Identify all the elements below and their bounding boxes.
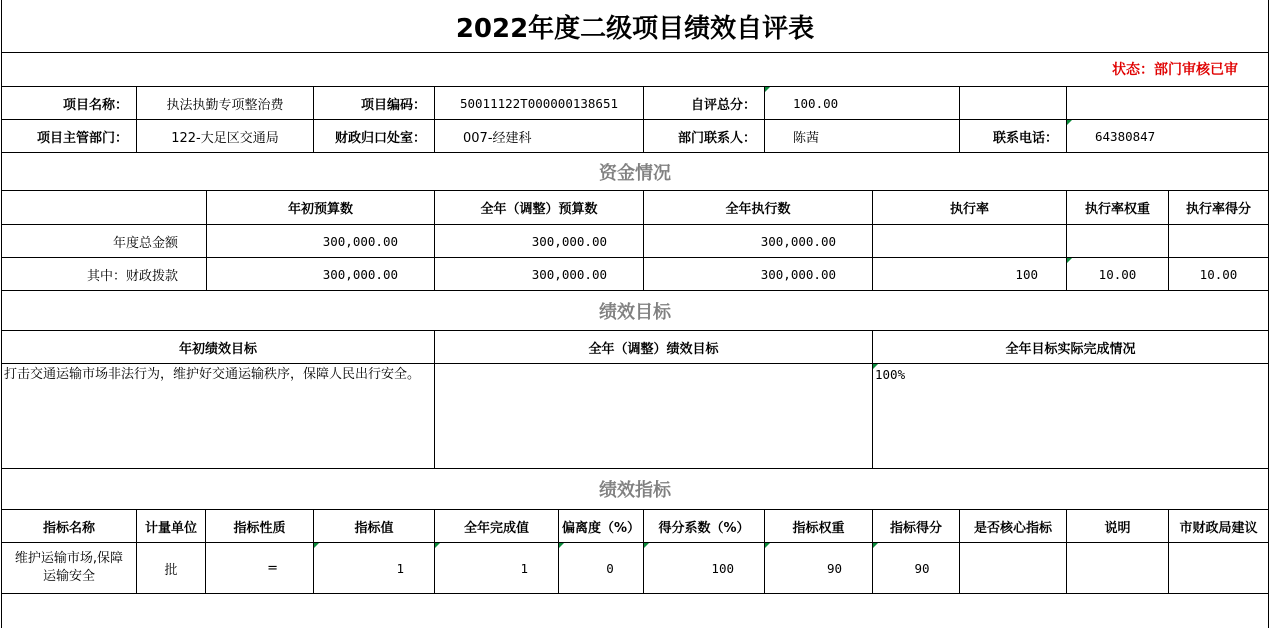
ind-header-unit: 计量单位: [144, 520, 197, 536]
goals-adjusted-text[interactable]: [435, 364, 872, 468]
funds-row-score[interactable]: [1169, 225, 1268, 257]
comment-marker-icon: [1067, 258, 1072, 263]
funds-row-weight[interactable]: [1067, 225, 1168, 257]
project-name-value[interactable]: 执法执勤专项整治费: [166, 97, 284, 113]
comment-marker-icon: [314, 543, 319, 548]
ind-row-coef[interactable]: 100: [711, 560, 734, 576]
project-code-label: 项目编码：: [360, 97, 426, 113]
ind-header-name: 指标名称: [42, 520, 95, 536]
ind-header-suggestion: 市财政局建议: [1179, 520, 1258, 536]
ind-row-core[interactable]: [960, 543, 1066, 593]
project-code-value[interactable]: 50011122T000000138651: [459, 95, 619, 111]
comment-marker-icon: [435, 543, 440, 548]
empty-cell[interactable]: [1067, 87, 1268, 119]
goals-header-adjusted: 全年（调整）绩效目标: [588, 341, 719, 357]
goals-header-actual: 全年目标实际完成情况: [1005, 341, 1136, 357]
funds-row-executed[interactable]: 300,000.00: [760, 233, 836, 249]
indicators-section-title: 绩效指标: [599, 480, 671, 501]
funds-header-adjusted: 全年（调整）预算数: [480, 202, 598, 217]
dept-value[interactable]: 122-大足区交通局: [171, 130, 279, 146]
funds-header-weight: 执行率权重: [1084, 202, 1150, 217]
comment-marker-icon: [765, 87, 770, 92]
ind-row-weight[interactable]: 90: [826, 560, 842, 576]
empty-cell[interactable]: [960, 87, 1066, 119]
ind-row-deviation[interactable]: 0: [606, 560, 614, 576]
comment-marker-icon: [765, 543, 770, 548]
ind-row-name[interactable]: 维护运输市场,保障运输安全: [14, 551, 124, 584]
self-score-value[interactable]: 100.00: [793, 95, 839, 111]
funds-header-score: 执行率得分: [1185, 202, 1251, 217]
finance-office-value[interactable]: 007-经建科: [463, 130, 532, 146]
funds-row-adjusted[interactable]: 300,000.00: [531, 266, 607, 282]
funds-header-executed: 全年执行数: [725, 202, 791, 217]
ind-header-deviation: 偏离度（%）: [561, 520, 641, 536]
phone-value[interactable]: 64380847: [1095, 128, 1156, 144]
ind-row-score[interactable]: 90: [914, 560, 930, 576]
ind-header-core: 是否核心指标: [973, 520, 1052, 536]
funds-row-label: 其中：财政拨款: [86, 268, 178, 284]
ind-row-nature[interactable]: =: [267, 560, 278, 576]
funds-row-initial[interactable]: 300,000.00: [322, 233, 398, 249]
ind-header-completed: 全年完成值: [463, 520, 529, 536]
ind-row-completed[interactable]: 1: [520, 560, 528, 576]
ind-header-weight: 指标权重: [792, 520, 845, 536]
ind-header-nature: 指标性质: [233, 520, 286, 536]
finance-office-label: 财政归口处室：: [334, 130, 426, 146]
ind-header-note: 说明: [1104, 520, 1131, 536]
funds-row-weight[interactable]: 10.00: [1098, 266, 1137, 282]
funds-row-label: 年度总金额: [112, 235, 178, 251]
status-text: 状态：部门审核已审: [1112, 62, 1238, 78]
ind-header-target: 指标值: [354, 520, 394, 536]
ind-header-coef: 得分系数（%）: [658, 520, 750, 536]
comment-marker-icon: [873, 364, 878, 369]
project-name-label: 项目名称：: [62, 97, 128, 113]
ind-row-target[interactable]: 1: [396, 560, 404, 576]
funds-header-initial: 年初预算数: [287, 202, 353, 217]
comment-marker-icon: [873, 543, 878, 548]
funds-row-score[interactable]: 10.00: [1199, 266, 1238, 282]
dept-label: 项目主管部门：: [36, 130, 128, 146]
ind-header-score: 指标得分: [889, 520, 942, 536]
goals-section-title: 绩效目标: [599, 301, 671, 323]
funds-row-rate[interactable]: [873, 225, 1066, 257]
sheet-title: 2022年度二级项目绩效自评表: [455, 13, 815, 44]
goals-initial-text[interactable]: 打击交通运输市场非法行为，维护好交通运输秩序，保障人民出行安全。: [4, 367, 421, 382]
goals-header-initial: 年初绩效目标: [178, 341, 257, 357]
contact-value[interactable]: 陈茜: [793, 130, 820, 146]
contact-label: 部门联系人：: [677, 130, 756, 146]
comment-marker-icon: [644, 543, 649, 548]
funds-header-rate: 执行率: [949, 202, 989, 217]
comment-marker-icon: [559, 543, 564, 548]
funds-section-title: 资金情况: [599, 162, 671, 184]
funds-row-initial[interactable]: 300,000.00: [322, 266, 398, 282]
phone-label: 联系电话：: [992, 130, 1058, 146]
funds-row-executed[interactable]: 300,000.00: [760, 266, 836, 282]
funds-row-adjusted[interactable]: 300,000.00: [531, 233, 607, 249]
funds-row-rate[interactable]: 100: [1015, 266, 1038, 282]
self-score-label: 自评总分：: [690, 97, 756, 113]
comment-marker-icon: [1067, 120, 1072, 125]
goals-actual-text[interactable]: 100%: [875, 367, 906, 382]
ind-row-suggestion[interactable]: [1169, 543, 1268, 593]
ind-row-unit[interactable]: 批: [164, 562, 178, 578]
ind-row-note[interactable]: [1067, 543, 1168, 593]
